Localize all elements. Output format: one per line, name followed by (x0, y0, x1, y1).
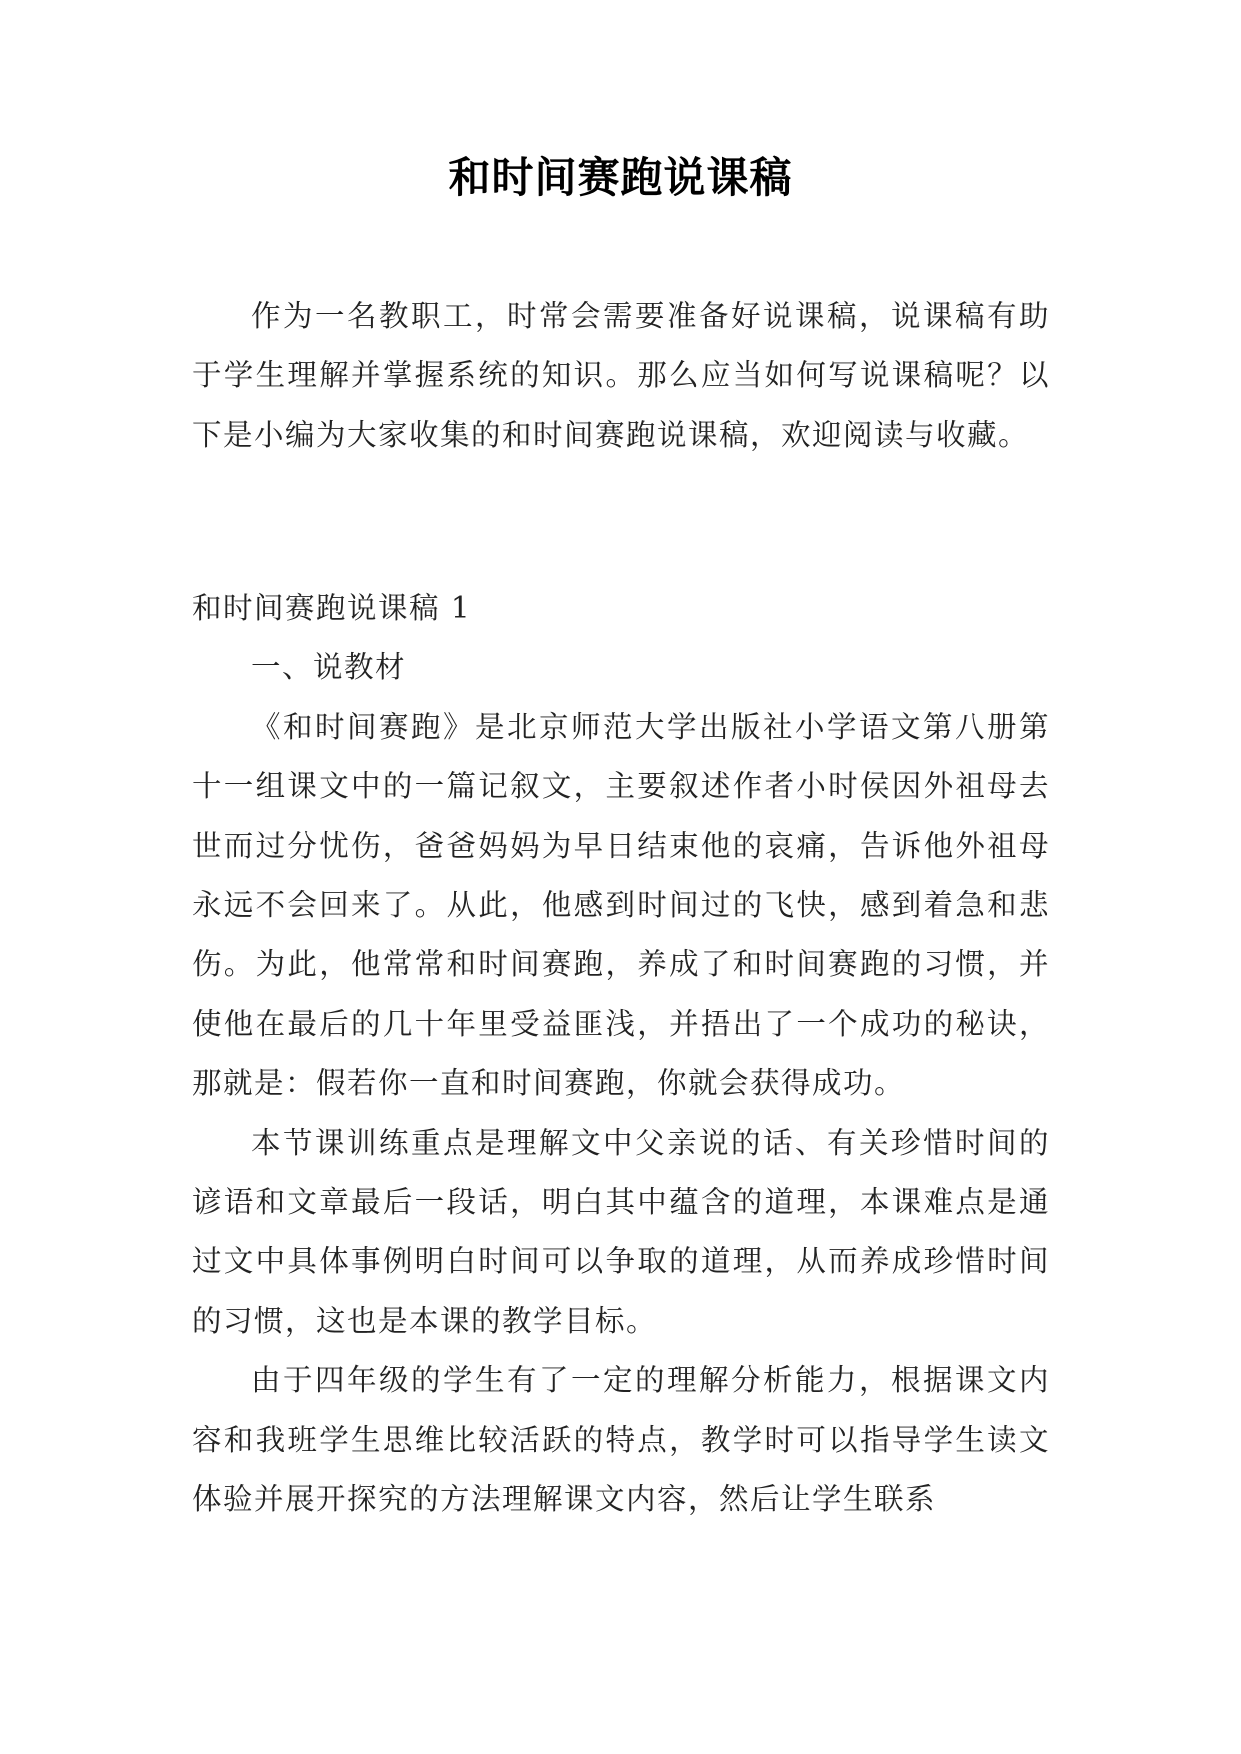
intro-block (192, 287, 1050, 465)
section-block (192, 579, 1050, 1530)
section-heading: 一、说教材 (251, 650, 407, 685)
section-title: 和时间赛跑说课稿 1 (192, 591, 472, 625)
body-paragraph: 本节课训练重点是理解文中父亲说的话、有关珍惜时间的谚语和文章最后一段话，明白其中蕴含的道理，本课难点是通过文中具体事例明白时间可以争取的道理，从而养成珍惜时间的习惯，这也是本课的教学目标。 (192, 1125, 1050, 1338)
intro-paragraph: 作为一名教职工，时常会需要准备好说课稿，说课稿有助于学生理解并掌握系统的知识。那么应当如何写说课稿呢？以下是小编为大家收集的和时间赛跑说课稿，欢迎阅读与收藏。 (192, 299, 1050, 452)
document-title: 和时间赛跑说课稿 (448, 153, 793, 202)
body-paragraph: 由于四年级的学生有了一定的理解分析能力，根据课文内容和我班学生思维比较活跃的特点，教学时可以指导学生读文体验并展开探究的方法理解课文内容，然后让学生联系 (192, 1363, 1050, 1517)
body-paragraph: 《和时间赛跑》是北京师范大学出版社小学语文第八册第十一组课文中的一篇记叙文，主要叙述作者小时侯因外祖母去世而过分忧伤，爸爸妈妈为早日结束他的哀痛，告诉他外祖母永远不会回来了。从此，他感到时间过的飞快，感到着急和悲伤。为此，他常常和时间赛跑，养成了和时间赛跑的习惯，并使他在最后的几十年里受益匪浅，并捂出了一个成功的秘诀，那就是：假若你一直和时间赛跑，你就会获得成功。 (192, 709, 1050, 1101)
